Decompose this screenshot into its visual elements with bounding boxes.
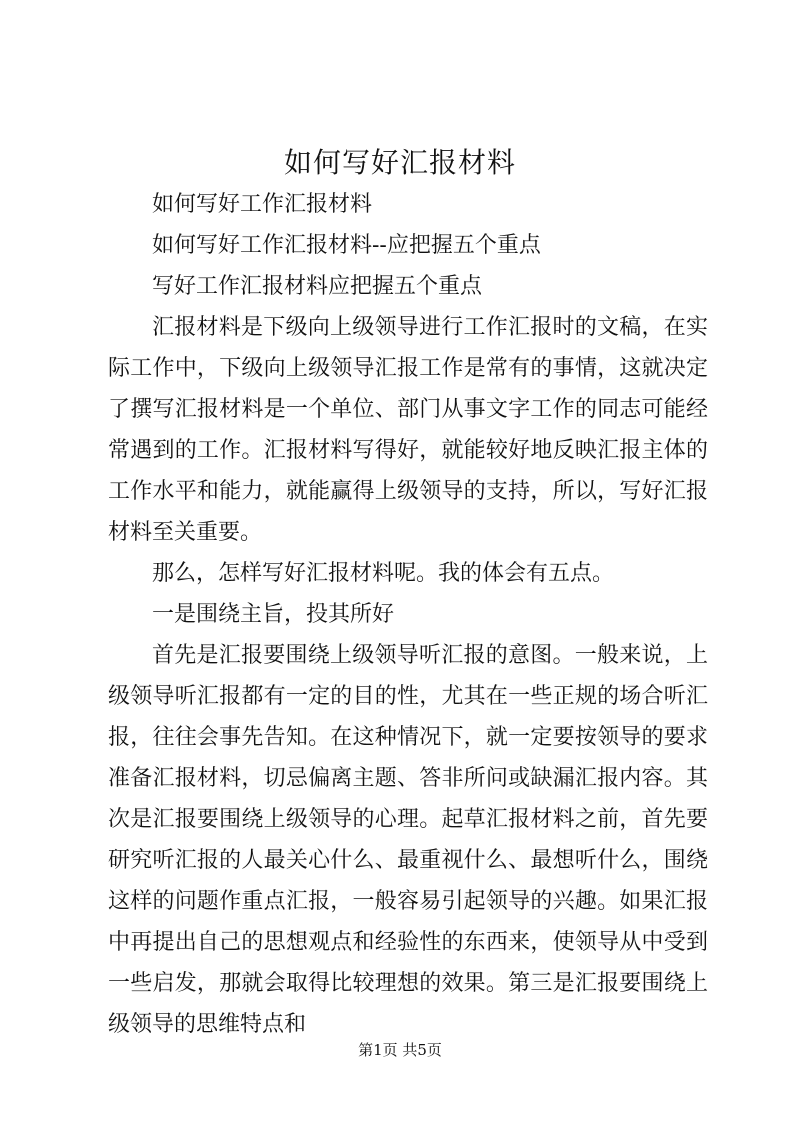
paragraph-subtitle-1: 如何写好工作汇报材料 — [152, 192, 373, 217]
paragraph-question: 那么，怎样写好汇报材料呢。我的体会有五点。 — [152, 561, 615, 586]
paragraph-subtitle-3: 写好工作汇报材料应把握五个重点 — [152, 274, 483, 299]
document-body — [108, 184, 708, 1045]
document-title: 如何写好汇报材料 — [283, 146, 516, 179]
paragraph-point-body: 首先是汇报要围绕上级领导听汇报的意图。一般来说，上级领导听汇报都有一定的目的性，尤其在一些正规的场合听汇报，往往会事先告知。在这种情况下，就一定要按领导的要求准备汇报材料，切忌偏离主题、答非所问或缺漏汇报内容。其次是汇报要围绕上级领导的心理。起草汇报材料之前，首先要研究听汇报的人最关心什么、最重视什么、最想听什么，围绕这样的问题作重点汇报，一般容易引起领导的兴趣。如果汇报中再提出自己的思想观点和经验性的东西来，使领导从中受到一些启发，那就会取得比较理想的效果。第三是汇报要围绕上级领导的思维特点和 — [108, 643, 708, 1037]
page-number-footer: 第1页 共5页 — [358, 1041, 442, 1059]
paragraph-intro: 汇报材料是下级向上级领导进行工作汇报时的文稿，在实际工作中，下级向上级领导汇报工作是常有的事情，这就决定了撰写汇报材料是一个单位、部门从事文字工作的同志可能经常遇到的工作。汇报材料写得好，就能较好地反映汇报主体的工作水平和能力，就能赢得上级领导的支持，所以，写好汇报材料至关重要。 — [108, 315, 708, 545]
paragraph-point-heading: 一是围绕主旨，投其所好 — [152, 602, 395, 627]
paragraph-subtitle-2: 如何写好工作汇报材料--应把握五个重点 — [152, 233, 541, 258]
